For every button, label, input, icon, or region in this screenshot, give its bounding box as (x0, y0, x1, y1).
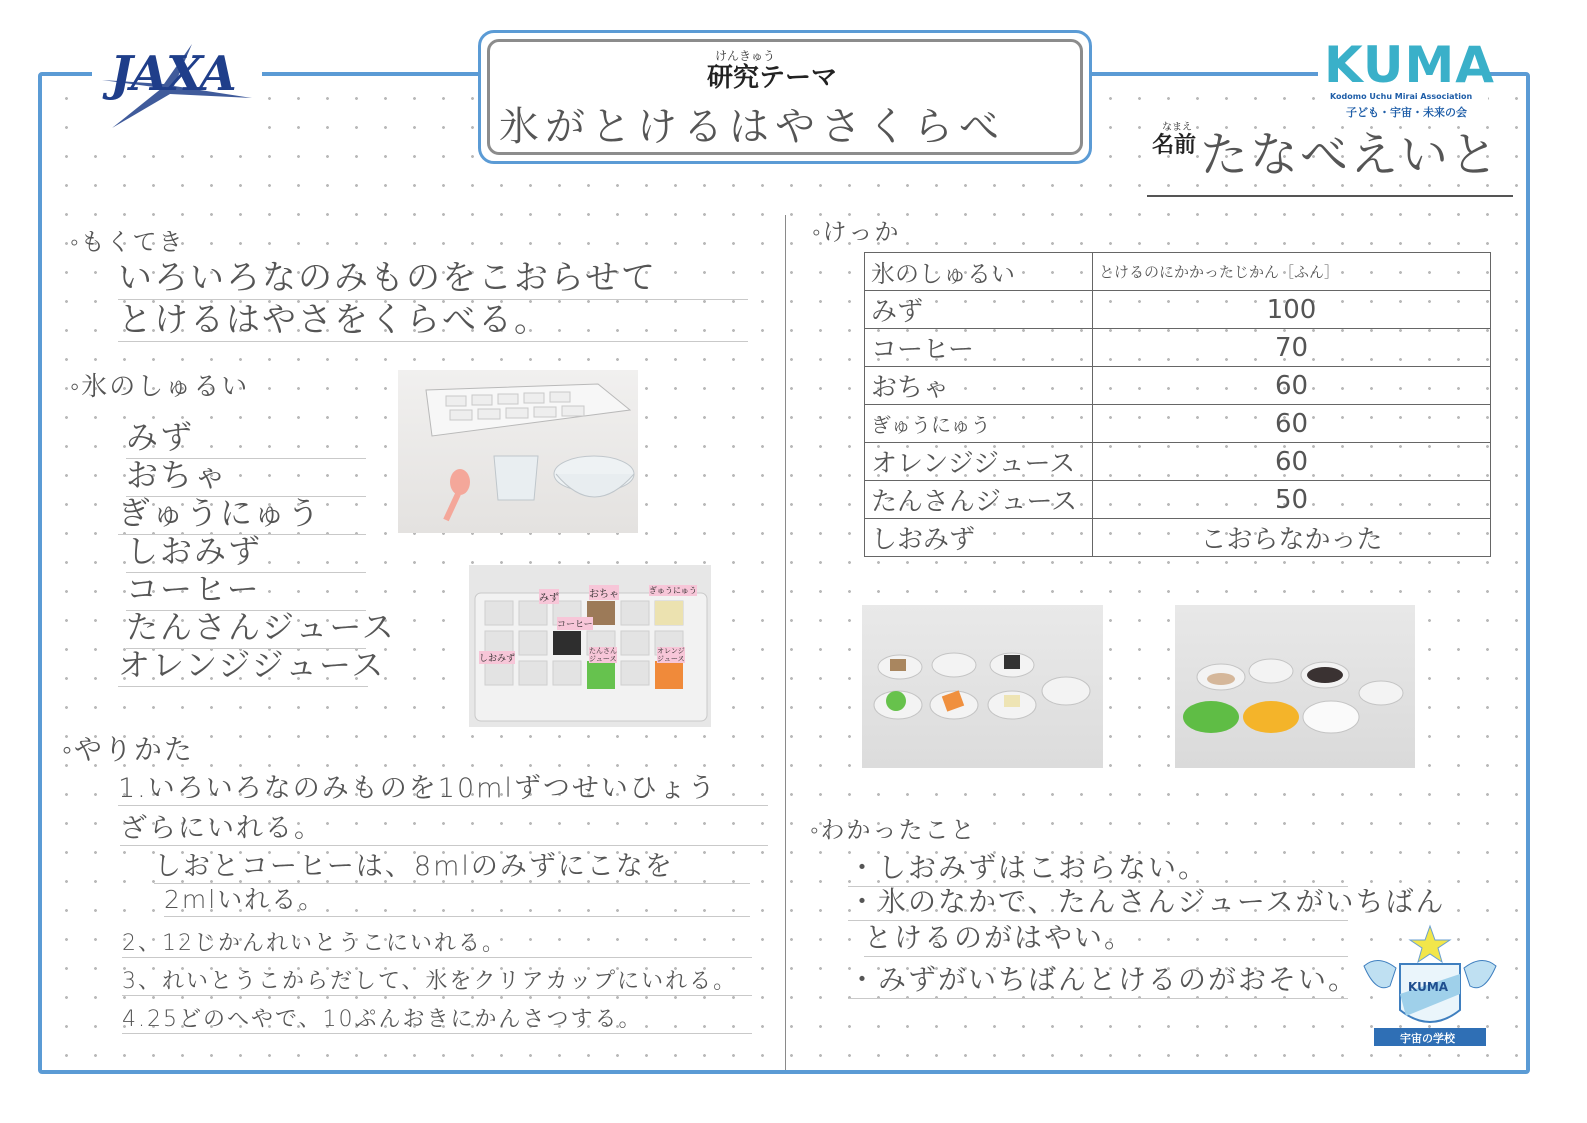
table-header-row (865, 253, 1491, 291)
name-underline (1147, 195, 1513, 197)
method-heading: ◦やりかた (62, 733, 194, 766)
jaxa-logo-text: JAXA (110, 46, 235, 102)
method-line: ざらにいれる。 (120, 806, 768, 846)
emblem-banner-text: 宇宙の学校 (1400, 1032, 1455, 1045)
ice-type-item: オレンジジュース (118, 640, 368, 687)
table-cell-time: こおらなかった (1093, 519, 1491, 557)
table-row (865, 291, 1491, 329)
kuma-logo (1318, 36, 1495, 120)
cups-with-ice-image (862, 605, 1103, 768)
frozen-tray-photo (469, 565, 711, 727)
tray-label: しおみず (479, 651, 515, 664)
table-row (865, 405, 1491, 443)
emblem-logo-text: KUMA (1408, 980, 1449, 994)
table-header: とけるのにかかったじかん［ふん］ (1093, 253, 1491, 291)
purpose-line: とけるはやさをくらべる。 (118, 292, 748, 342)
method-line: 3、れいとうこからだして、氷をクリアカップにいれる。 (122, 964, 752, 996)
space-school-emblem (1356, 924, 1504, 1050)
equipment-photo (398, 370, 638, 533)
tray-label: たんさんジュース (589, 647, 617, 663)
table-row (865, 329, 1491, 367)
purpose-line: いろいろなのみものをこおらせて (118, 250, 748, 300)
kuma-japanese: 子ども・宇宙・未来の会 (1346, 106, 1467, 119)
ice-type-item: コーヒー (126, 564, 366, 611)
ice-tray-spoon-cups-image (398, 370, 638, 533)
jaxa-logo (92, 40, 262, 130)
melting-photo-2 (1175, 605, 1415, 768)
table-cell-time: 100 (1093, 291, 1491, 329)
learned-heading: ◦わかったこと (810, 816, 977, 844)
tray-label: みず (539, 589, 559, 604)
method-line: 2、12じかんれいとうこにいれる。 (122, 926, 752, 958)
table-row (865, 481, 1491, 519)
name-ruby: なまえ (1162, 122, 1192, 133)
table-cell-type: オレンジジュース (865, 443, 1093, 481)
result-table (864, 252, 1491, 557)
theme-text: 氷がとけるはやさくらべ (499, 104, 1005, 150)
table-cell-time: 50 (1093, 481, 1491, 519)
table-row (865, 443, 1491, 481)
table-cell-type: みず (865, 291, 1093, 329)
learned-line: ・氷のなかで、たんさんジュースがいちばん (848, 880, 1348, 921)
ice-types-heading: ◦氷のしゅるい (70, 372, 250, 402)
table-row (865, 519, 1491, 557)
learned-line: ・しおみずはこおらない。 (848, 846, 1348, 887)
table-cell-time: 60 (1093, 367, 1491, 405)
table-cell-time: 60 (1093, 443, 1491, 481)
theme-ruby: けんきゅう (715, 49, 776, 63)
learned-line: ・みずがいちばんとけるのがおそい。 (848, 958, 1348, 999)
name-label: 名前 (1152, 133, 1197, 158)
center-divider (785, 215, 786, 1070)
kuma-logo-text: KUMA (1324, 36, 1495, 94)
tray-label: ぎゅうにゅう (649, 586, 697, 595)
table-cell-time: 70 (1093, 329, 1491, 367)
ice-type-item: おちゃ (126, 450, 366, 497)
ice-type-item: たんさんジュース (126, 602, 366, 649)
tray-label: コーヒー (557, 617, 593, 630)
table-row (865, 367, 1491, 405)
ice-type-item: しおみず (126, 526, 366, 573)
table-cell-type: たんさんジュース (865, 481, 1093, 519)
method-line: 1.いろいろなのみものを10mlずつせいひょう (118, 766, 768, 806)
melted-cups-image (1175, 605, 1415, 768)
method-line: 4.25どのへやで、10ぷんおきにかんさつする。 (122, 1002, 752, 1034)
method-line: しおとコーヒーは、8mlのみずにこなを (154, 844, 750, 884)
result-heading: ◦けっか (812, 218, 901, 246)
name-value: たなべえいと (1200, 127, 1501, 183)
kuma-english: Kodomo Uchu Mirai Association (1330, 92, 1473, 101)
table-cell-type: コーヒー (865, 329, 1093, 367)
table-cell-time: 60 (1093, 405, 1491, 443)
table-header: 氷のしゅるい (865, 253, 1093, 291)
table-cell-type: しおみず (865, 519, 1093, 557)
theme-label: 研究テーマ (707, 63, 838, 93)
learned-line: とけるのがはやい。 (864, 916, 1348, 957)
ice-type-item: みず (126, 412, 366, 459)
table-cell-type: おちゃ (865, 367, 1093, 405)
tray-label: オレンジジュース (657, 647, 685, 663)
table-cell-type: ぎゅうにゅう (865, 405, 1093, 443)
ice-type-item: ぎゅうにゅう (118, 488, 366, 535)
tray-label: おちゃ (589, 585, 619, 600)
purpose-heading: ◦もくてき (70, 228, 185, 256)
method-line: 2mlいれる。 (164, 880, 750, 917)
melting-photo-1 (862, 605, 1103, 768)
research-theme-box (478, 30, 1092, 164)
